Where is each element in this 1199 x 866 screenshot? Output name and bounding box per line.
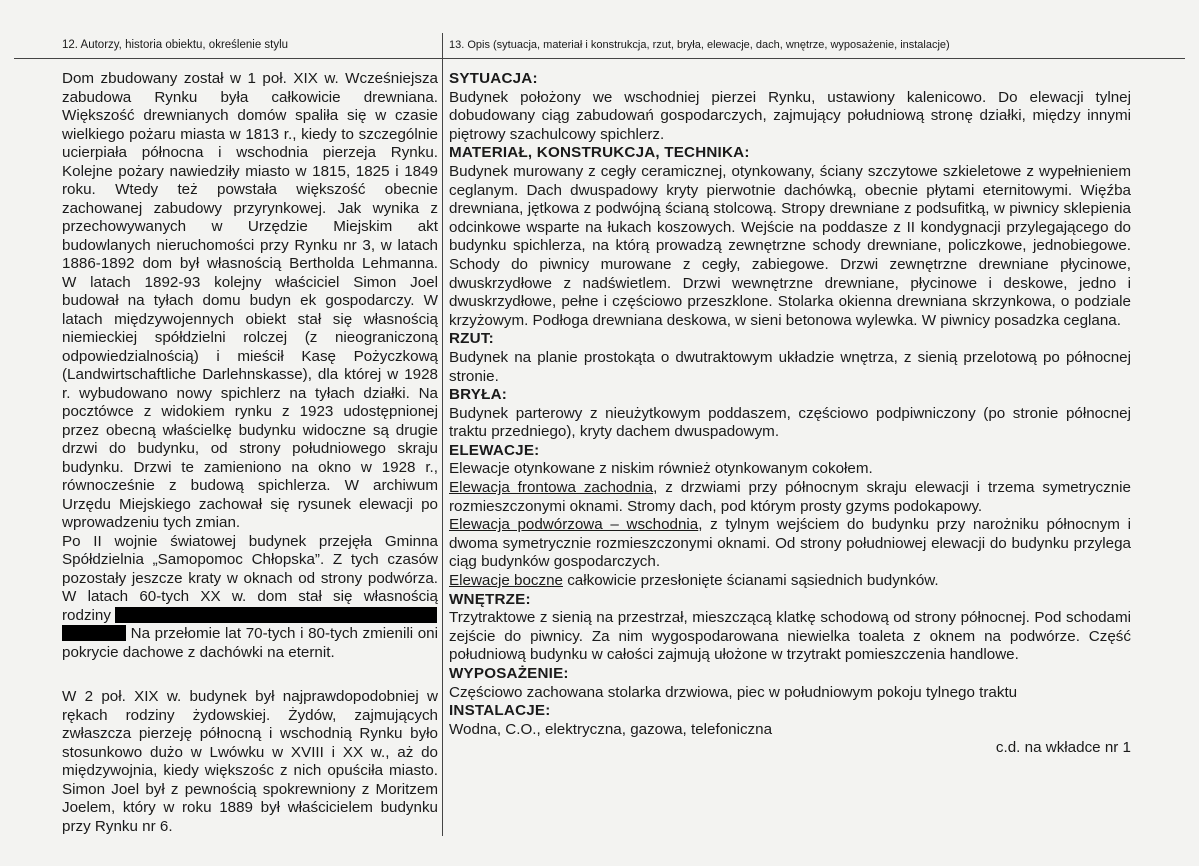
text-elewacja-podworzowa: Elewacja podwórzowa – wschodnia, z tylnym wejściem do budynku przy narożniku północnym i dwoma symetrycznie rozmieszczonymi oknami. Od strony południowej elewacji do budynku przylega ciąg budynków gospodarczych. [449, 516, 1131, 571]
text-bryla: Budynek parterowy z nieużytkowym poddaszem, częściowo podpiwniczony (po stronie północnej traktu przedniego), kryty dachem dwuspadowym. [449, 404, 1131, 441]
text-elewacje: Elewacje otynkowane z niskim również otynkowanym cokołem. [449, 460, 873, 478]
text-wyposazenie: Częściowo zachowana stolarka drzwiowa, piec w południowym pokoju tylnego traktu [449, 683, 1018, 701]
roof-change-text: Na przełomie lat 70-tych i 80-tych zmienili oni pokrycie dachowe z dachówki na eternit. [62, 625, 438, 661]
history-paragraph-3 [62, 607, 438, 663]
history-paragraph-1: Dom zbudowany został w 1 poł. XIX w. Wcześniejsza zabudowa Rynku była całkowicie drewniana. Większość drewnianych domów spaliła się w czasie wielkiego pożaru miasta w 1813 r., kiedy to szczególnie ucierpiała północna i wschodnia pierzeja Rynku. Kolejne pożary nawiedziły miasto w 1815, 1825 i 1849 roku. Wtedy też powstała większość obecnie zachowanej zabudowy przyrynkowej. Jak wynika z przechowywanych w Urzędzie Miejskim akt budowlanych nieruchomości przy Rynku nr 3, w latach 1886-1892 dom był własnością Bertholda Lehmanna. W latach 1892-93 kolejny właściciel Simon Joel budował na tyłach domu budyn ek gospodarczy. W latach międzywojennych obiekt stał się własnością niemieckiej spółdzielni rolczej (z nieograniczoną odpowiedzialnością) i mieścił Kasę Pożyczkową (Landwirtschaftliche Darlehnskasse), dla której w 1928 r. wybudowano nowy spichlerz na tyłach działki. Na pocztówce z widokiem rynku z 1923 udostępnionej przez obecną właścielkę budynku widoczne są drugie drzwi do budynku, od strony południowego skraju budynku. Drzwi te zamieniono na okno w 1928 r., równocześnie z budową spichlerza. W archiwum Urzędu Miejskiego zachował się rysunek elewacji po wprowadzeniu tych zmian. [62, 70, 438, 531]
heading-wnetrze: WNĘTRZE: [449, 590, 531, 608]
heading-instalacje: INSTALACJE: [449, 702, 551, 720]
label-elewacja-podworzowa: Elewacja podwórzowa – wschodnia [449, 516, 699, 534]
text-instalacje: Wodna, C.O., elektryczna, gazowa, telefoniczna [449, 720, 773, 738]
description-column [449, 70, 1131, 758]
text-wnetrze: Trzytraktowe z sienią na przestrzał, mieszczącą klatkę schodową od strony północnej. Pod schodami zejście do piwnicy. Za nim wygospodarowana niewielka toaleta z oknem na podwórze. Część południową budynku w całości zajmują ułożone w trzytrakt pomieszczenia handlowe. [449, 609, 1131, 664]
owner-family-label: rodziny [62, 606, 111, 624]
text-material: Budynek murowany z cegły ceramicznej, otynkowany, ściany szczytowe szkieletowe z wypełnieniem ceglanym. Dach dwuspadowy kryty pierwotnie dachówką, obecnie płytami eternitowymi. Więźba drewniana, jętkowa z podwójną ścianą stolcową. Stropy drewniane z podsufitką, w piwnicy sklepienia odcinkowe wsparte na łukach koszowych. Wejście na poddasze z II kondygnacji przylegającego do budynku spichlerza, na którą prowadzą zewnętrzne schody drewniane, policzkowe, jednobiegowe. Schody do piwnicy murowane z cegły, zabiegowe. Drzwi zewnętrzne drewniane płycinowe, dwuskrzydłowe z nadświetlem. Drzwi wewnętrzne drewniane, płycinowe i deskowe, jedno i dwuskrzydłowe, pełne i częściowo przeszklone. Stolarka okienna drewniana skrzynkowa, o podziale krzyżowym. Podłoga drewniana deskowa, w sieni betonowa wylewka. W piwnicy posadzka ceglana. [449, 162, 1131, 329]
label-elewacja-frontowa: Elewacja frontowa zachodnia [449, 479, 654, 497]
history-paragraph-2: Po II wojnie światowej budynek przejęła Gminna Spółdzielnia „Samopomoc Chłopska”. Z tych czasów pozostały jeszcze kraty w oknach od strony podwórza. W latach 60-tych XX w. dom stał się własnością [62, 532, 438, 605]
heading-material: MATERIAŁ, KONSTRUKCJA, TECHNIKA: [449, 144, 750, 162]
text-sytuacja: Budynek położony we wschodniej pierzei Rynku, ustawiony kalenicowo. Do elewacji tylnej dobudowany ciąg zabudowań gospodarczych, zajmujący południową stronę działki, między innymi piętrowy szachulcowy spichlerz. [449, 88, 1131, 143]
heading-elewacje: ELEWACJE: [449, 441, 540, 459]
heading-bryla: BRYŁA: [449, 386, 508, 404]
redaction-bar [115, 607, 437, 623]
label-elewacje-boczne: Elewacje boczne [449, 572, 563, 590]
redaction-bar-2 [62, 625, 126, 641]
history-paragraph-4: W 2 poł. XIX w. budynek był najprawdopodobniej w rękach rodziny żydowskiej. Żydów, zajmujących zwłaszcza pierzeję północną i wschodnią Rynku było stosunkowo dużo w Lwówku w XVIII i XX w., aż do międzywojnia, kiedy większośc z nich opuściła miasto. Simon Joel był z pewnością spokrewniony z Moritzem Joelem, który w roku 1889 był właścicielem budynku przy Rynku nr 6. [62, 688, 438, 835]
heading-wyposazenie: WYPOSAŻENIE: [449, 665, 569, 682]
history-column [62, 70, 438, 836]
heading-rzut: RZUT: [449, 330, 494, 348]
text-elewacje-boczne: Elewacje boczne całkowicie przesłonięte ścianami sąsiednich budynków. [449, 572, 939, 590]
section-13-header: 13. Opis (sytuacja, materiał i konstrukcja, rzut, bryła, elewacje, dach, wnętrze, wyposażenie, instalacje) [449, 39, 950, 51]
continuation-note: c.d. na wkładce nr 1 [995, 739, 1131, 757]
column-divider [442, 33, 443, 836]
text-rzut: Budynek na planie prostokąta o dwutraktowym układzie wnętrza, z sienią przelotową po północnej stronie. [449, 348, 1131, 385]
heading-sytuacja: SYTUACJA: [449, 70, 538, 87]
text-elewacja-frontowa: Elewacja frontowa zachodnia, z drzwiami przy północnym skraju elewacji i trzema symetrycznie rozmieszczonymi oknami. Stromy dach, pod którym prosty gzyms podokapowy. [449, 479, 1131, 515]
header-divider [14, 58, 1185, 59]
section-12-header: 12. Autorzy, historia obiektu, określenie stylu [62, 39, 289, 51]
